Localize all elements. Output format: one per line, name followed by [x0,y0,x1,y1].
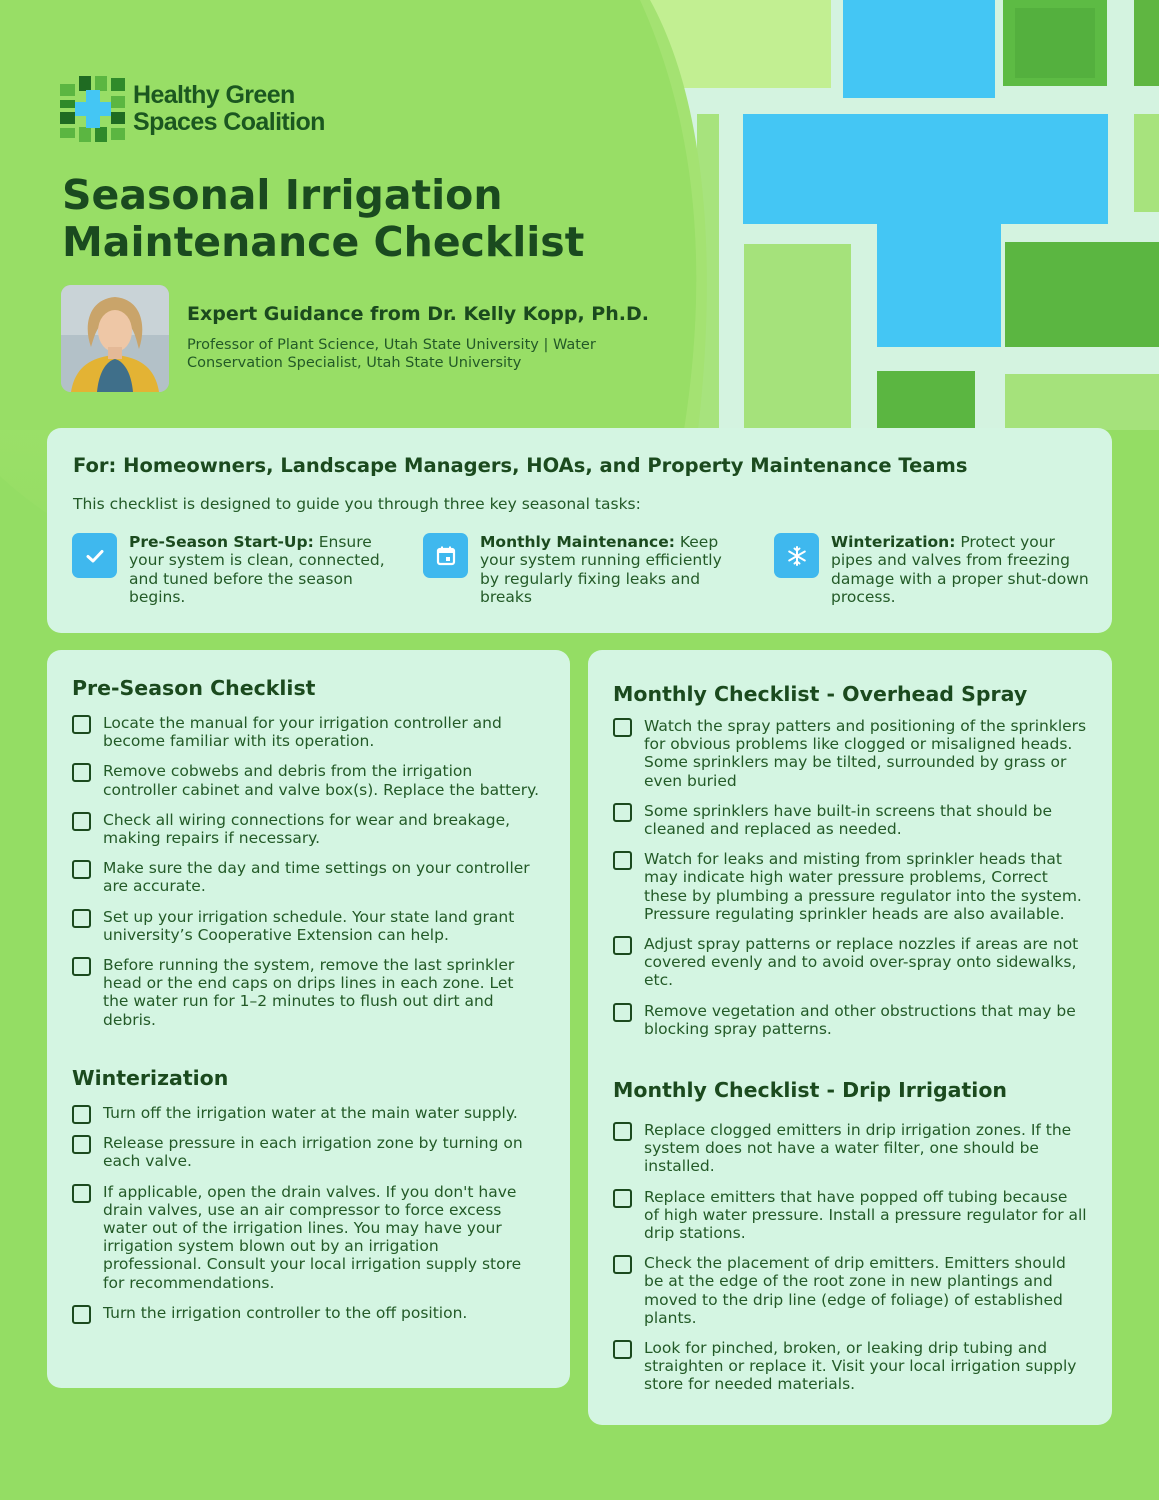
checkbox[interactable] [613,1340,632,1359]
checkbox[interactable] [613,1003,632,1022]
item-text: Replace clogged emitters in drip irrigation zones. If the system does not have a water filter, one should be installed. [644,1121,1072,1176]
list-item [72,1104,542,1122]
list-item [613,717,1087,790]
checkbox[interactable] [613,1255,632,1274]
checkbox[interactable] [72,1305,91,1324]
checkbox[interactable] [72,812,91,831]
coalition-logo-text [133,82,325,136]
list-item [613,850,1087,923]
right-checklist-card [588,650,1112,1425]
list-item [72,714,542,750]
logo-line-1: Healthy Green [133,81,295,109]
item-text: Some sprinklers have built-in screens that should be cleaned and replaced as needed. [644,801,1053,839]
checkbox[interactable] [72,1184,91,1203]
checkbox[interactable] [72,957,91,976]
checkbox[interactable] [613,803,632,822]
list-item [72,1134,542,1170]
item-text: Before running the system, remove the last sprinkler head or the end caps on drips lines in each zone. Let the water run for 1–2 minutes to flush out dirt and debris. [103,956,515,1029]
list-item [72,1304,542,1322]
task-title: Pre-Season Start-Up: [129,533,314,551]
checkbox[interactable] [613,1189,632,1208]
coalition-logo-icon [60,76,126,142]
pre-season-title: Pre-Season Checklist [72,676,316,700]
list-item [72,762,542,798]
item-text: Locate the manual for your irrigation controller and become familiar with its operation. [103,714,502,751]
expert-avatar [61,285,169,392]
expert-name: Expert Guidance from Dr. Kelly Kopp, Ph.D. [187,303,649,325]
checkmark-icon [72,533,117,578]
task-monthly-text [480,533,745,606]
checkbox[interactable] [72,763,91,782]
item-text: Make sure the day and time settings on your controller are accurate. [103,859,530,896]
item-text: Watch the spray patters and positioning of the sprinklers for obvious problems like clogged or misaligned heads. Some sprinklers may be tilted, surrounded by grass or even buried [644,717,1087,790]
checkbox[interactable] [72,860,91,879]
overhead-spray-title: Monthly Checklist - Overhead Spray [613,682,1028,706]
checkbox[interactable] [613,936,632,955]
drip-irrigation-list [613,1121,1087,1394]
list-item [613,1002,1087,1038]
pre-season-list [72,714,542,1029]
task-body: Protect your pipes and valves from freezing damage with a proper shut-down process. [831,533,1089,606]
item-text: Set up your irrigation schedule. Your state land grant university’s Cooperative Extension can help. [103,907,515,944]
checkbox[interactable] [613,851,632,870]
task-body: Ensure your system is clean, connected, and tuned before the season begins. [129,533,385,606]
list-item [613,1339,1087,1394]
drip-irrigation-title: Monthly Checklist - Drip Irrigation [613,1078,1008,1102]
task-winterization-text [831,533,1096,606]
list-item [72,859,542,895]
expert-role: Professor of Plant Science, Utah State University | Water Conservation Specialist, Utah State University [187,337,596,371]
item-text: Remove vegetation and other obstructions that may be blocking spray patterns. [644,1001,1076,1038]
checkbox[interactable] [72,1135,91,1154]
list-item [613,935,1087,990]
item-text: Check the placement of drip emitters. Emitters should be at the edge of the root zone in new plantings and moved to the drip line (edge of foliage) of established plants. [644,1254,1066,1327]
audience-heading: For: Homeowners, Landscape Managers, HOAs, and Property Maintenance Teams [73,454,968,477]
page-title [62,172,584,266]
checkbox[interactable] [72,1105,91,1124]
list-item [72,1183,542,1292]
item-text: Watch for leaks and misting from sprinkler heads that may indicate high water pressure problems, Correct these by plumbing a pressure regulator into the system. Pressure regulating sprinkler heads are also available. [644,850,1082,923]
task-body: Keep your system running efficiently by regularly fixing leaks and breaks [480,533,722,606]
task-title: Monthly Maintenance: [480,533,675,551]
item-text: Turn off the irrigation water at the main water supply. [103,1104,518,1122]
checkbox[interactable] [613,718,632,737]
checkbox[interactable] [613,1122,632,1141]
checkbox[interactable] [72,909,91,928]
item-text: Turn the irrigation controller to the off position. [103,1303,468,1322]
item-text: Adjust spray patterns or replace nozzles if areas are not covered evenly and to avoid over-spray onto sidewalks, etc. [644,935,1079,990]
list-item [613,1254,1087,1327]
intro-text: This checklist is designed to guide you through three key seasonal tasks: [73,495,641,513]
list-item [72,956,542,1029]
item-text: Release pressure in each irrigation zone by turning on each valve. [103,1134,523,1171]
snowflake-icon [774,533,819,578]
title-line-1: Seasonal Irrigation [62,171,503,219]
list-item [613,1121,1087,1176]
checkbox[interactable] [72,715,91,734]
winterization-list [72,1104,542,1322]
list-item [72,811,542,847]
list-item [613,1188,1087,1243]
item-text: Replace emitters that have popped off tubing because of high water pressure. Install a pressure regulator for all drip stations. [644,1187,1087,1243]
item-text: Remove cobwebs and debris from the irrigation controller cabinet and valve box(s). Replace the battery. [103,762,540,799]
list-item [613,802,1087,838]
item-text: If applicable, open the drain valves. If you don't have drain valves, use an air compressor to force excess water out of the irrigation lines. You may have your irrigation system blown out by an irrigation professional. Consult your local irrigation supply store for recommendations. [103,1182,522,1292]
list-item [72,908,542,944]
left-checklist-card [47,650,570,1388]
task-pre-season-text [129,533,394,606]
item-text: Check all wiring connections for wear and breakage, making repairs if necessary. [103,810,511,848]
item-text: Look for pinched, broken, or leaking drip tubing and straighten or replace it. Visit your local irrigation supply store for needed materials. [644,1339,1077,1394]
winterization-title: Winterization [72,1066,229,1090]
overhead-spray-list [613,717,1087,1038]
intro-card [47,428,1112,633]
calendar-icon [423,533,468,578]
title-line-2: Maintenance Checklist [62,218,585,266]
logo-line-2: Spaces Coalition [133,108,325,136]
task-title: Winterization: [831,533,956,551]
